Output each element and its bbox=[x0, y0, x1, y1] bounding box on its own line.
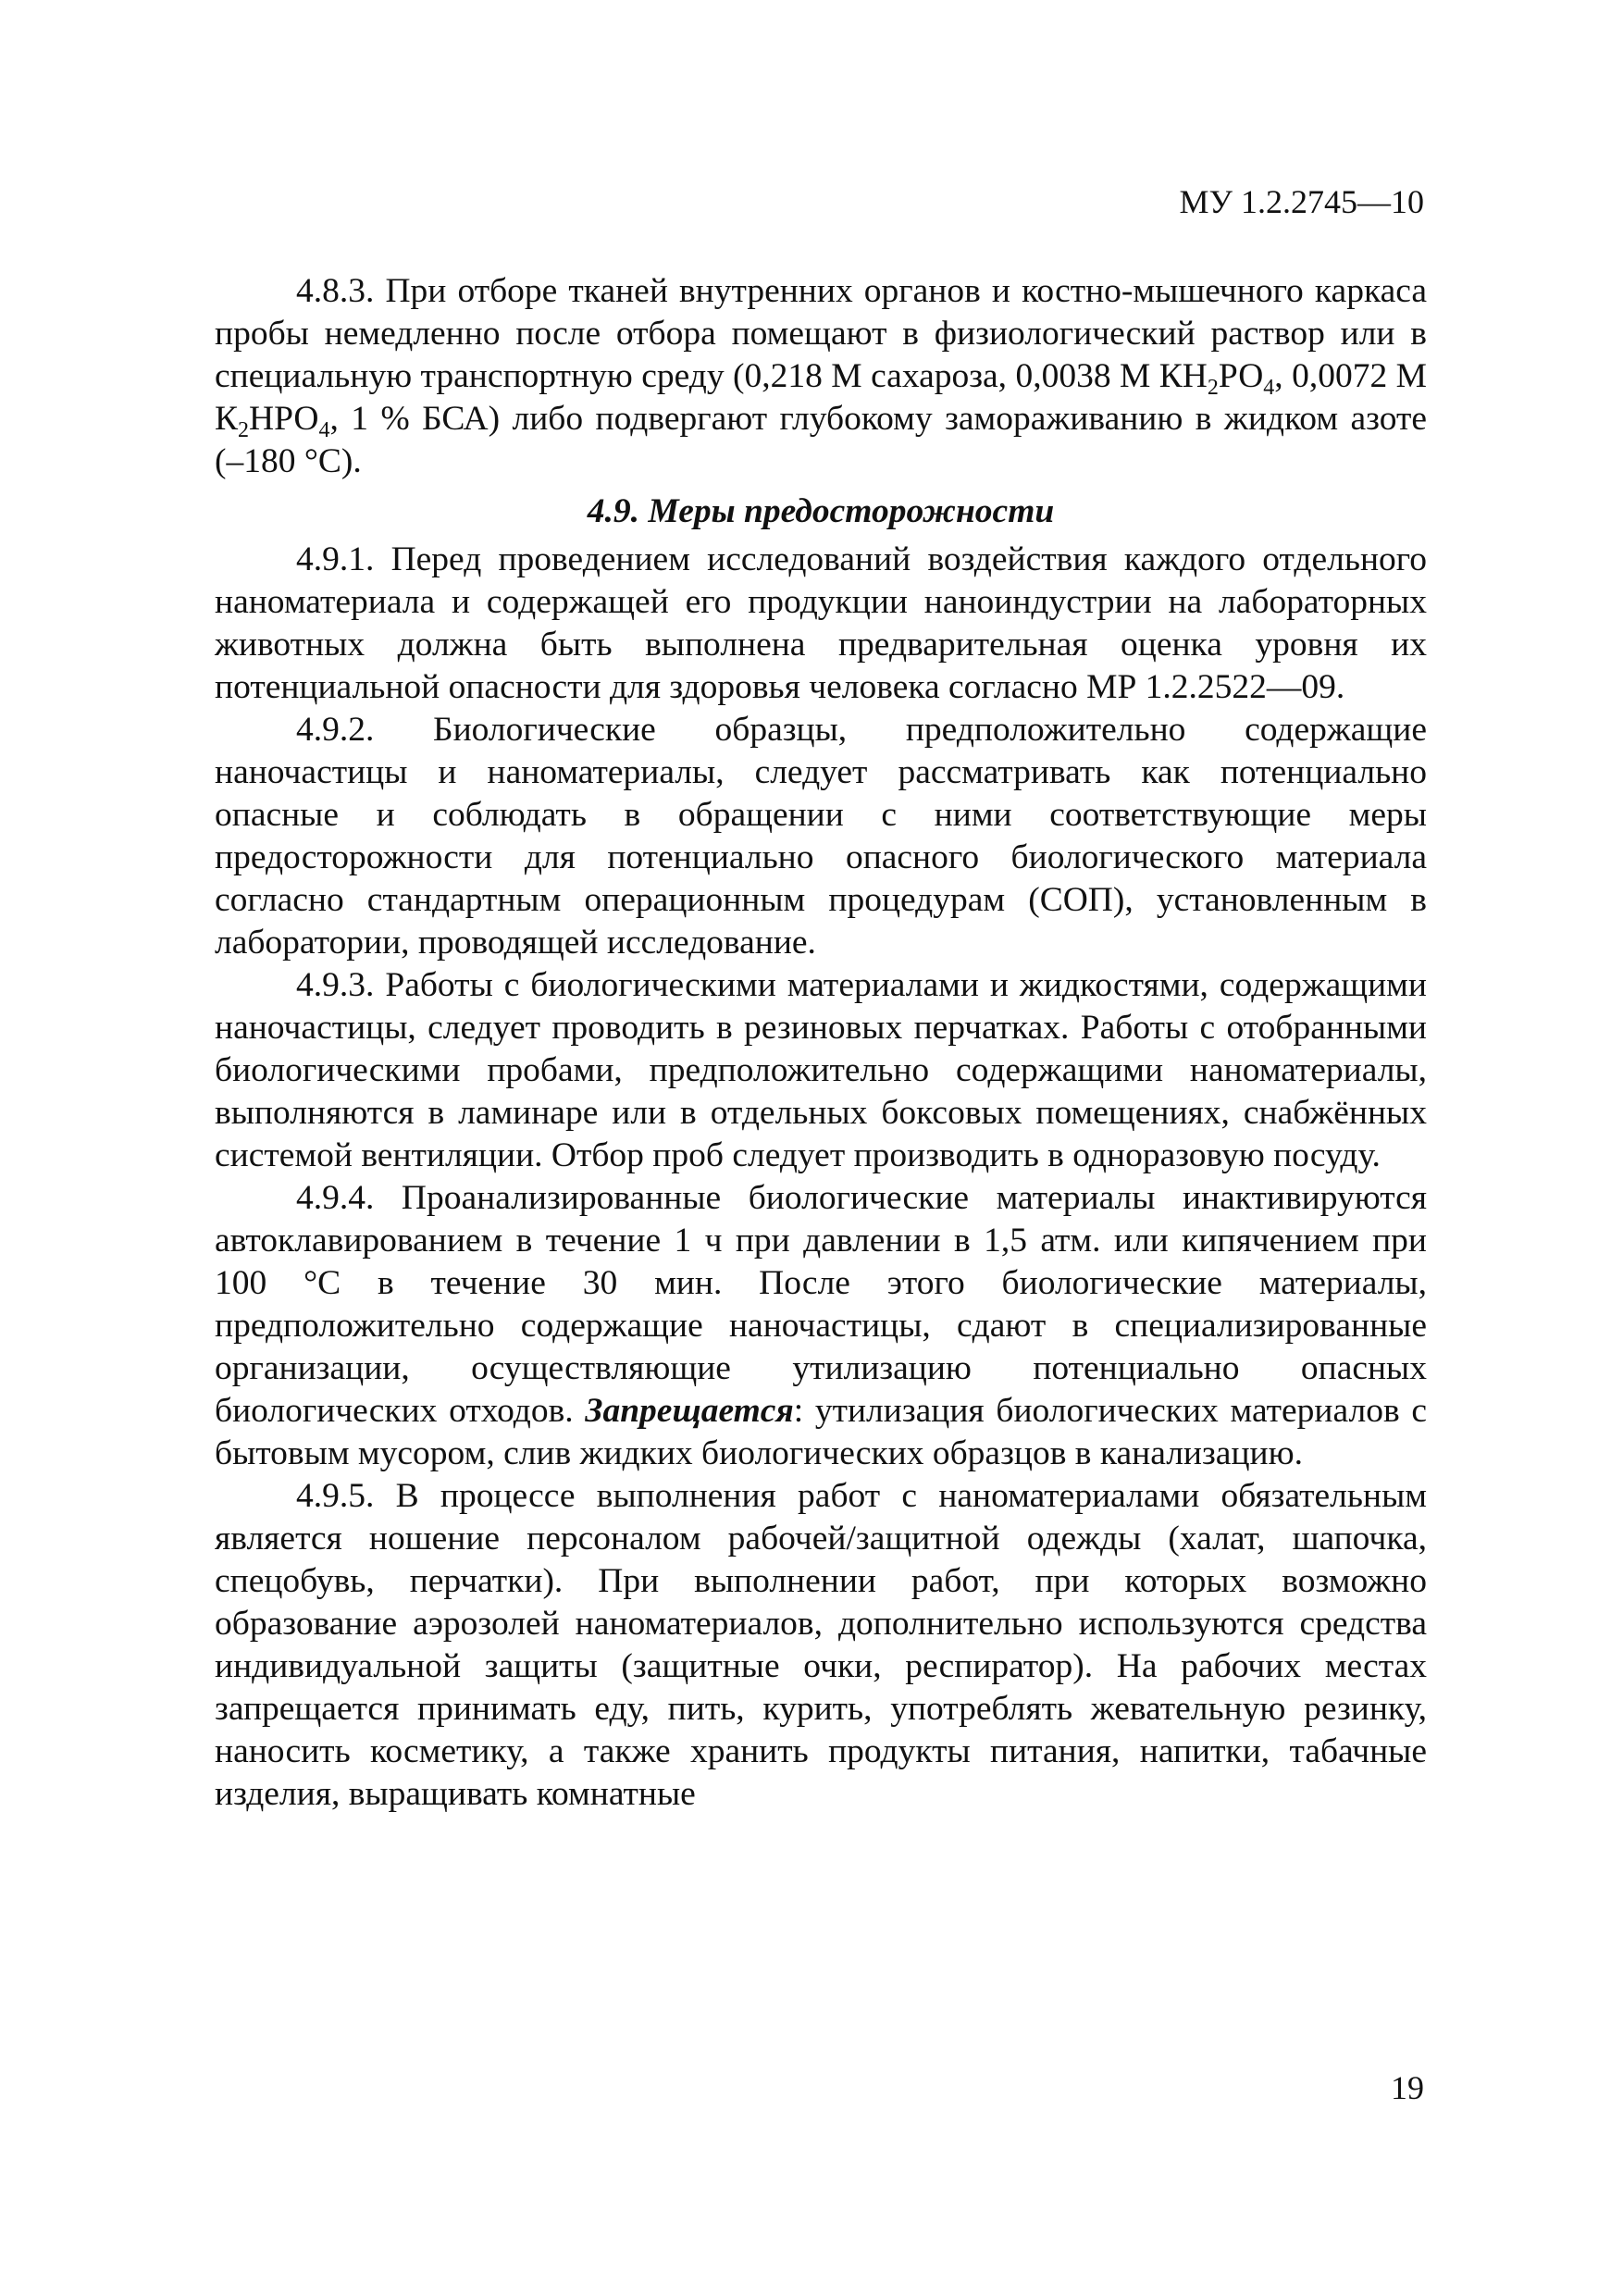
paragraph-4-9-1: 4.9.1. Перед проведением исследований воздействия каждого отдельного наноматериала и содержащей его продукции наноиндустрии на лабораторных животных должна быть выполнена предварительная оценка уровня их потенциальной опасности для здоровья человека согласно МР 1.2.2522—09. bbox=[215, 540, 1427, 706]
subscript-2: 2 bbox=[1207, 376, 1219, 400]
paragraph-4-9-5: 4.9.5. В процессе выполнения работ с наноматериалами обязательным является ношение персоналом рабочей/защитной одежды (халат, шапочка, спецобувь, перчатки). При выполнении работ, при которых возможно образование аэрозолей наноматериалов, дополнительно используются средства индивидуальной защиты (защитные очки, респиратор). На рабочих местах запрещается принимать еду, пить, курить, употреблять жевательную резинку, наносить косметику, а также хранить продукты питания, напитки, табачные изделия, выращивать комнатные bbox=[215, 1477, 1427, 1813]
emphasis-prohibited: Запрещается bbox=[585, 1392, 794, 1430]
paragraph-4-8-3-text-1: 4.8.3. При отборе тканей внутренних органов и костно-мышечного каркаса пробы немедленно после отбора помещают в физиологический раствор или в специальную транспортную среду (0,218 М сахароза, 0,0038 М КН bbox=[215, 272, 1427, 395]
paragraph-4-8-3-text-3: , 0,0072 М К bbox=[215, 357, 1427, 438]
paragraph-4-9-4-text-before: 4.9.4. Проанализированные биологические материалы инактивируются автоклавированием в течение 1 ч при давлении в 1,5 атм. или кипячением при 100 °С в течение 30 мин. После этого биологические материалы, предположительно содержащие наночастицы, сдают в специализированные организации, осуществляющие утилизацию потенциально опасных биологических отходов. bbox=[215, 1179, 1427, 1430]
subscript-2: 2 bbox=[238, 418, 250, 442]
paragraph-4-8-3-text-2: РО bbox=[1218, 357, 1264, 395]
page-number: 19 bbox=[1391, 2069, 1424, 2106]
document-body bbox=[215, 270, 1427, 1816]
subscript-4: 4 bbox=[318, 418, 330, 442]
paragraph-4-9-4 bbox=[215, 1177, 1427, 1475]
subscript-4: 4 bbox=[1263, 376, 1275, 400]
document-code-header: МУ 1.2.2745—10 bbox=[1179, 183, 1424, 220]
paragraph-4-8-3-text-5: , 1 % БСА) либо подвергают глубокому замораживанию в жидком азоте (–180 °С). bbox=[215, 400, 1427, 480]
paragraph-4-9-4-text-after: : утилизация биологических материалов с бытовым мусором, слив жидких биологических образцов в канализацию. bbox=[215, 1392, 1427, 1472]
paragraph-4-9-3: 4.9.3. Работы с биологическими материалами и жидкостями, содержащими наночастицы, следует проводить в резиновых перчатках. Работы с отобранными биологическими пробами, предположительно содержащими наноматериалы, выполняются в ламинаре или в отдельных боксовых помещениях, снабжённых системой вентиляции. Отбор проб следует производить в одноразовую посуду. bbox=[215, 966, 1427, 1174]
paragraph-4-9-2: 4.9.2. Биологические образцы, предположительно содержащие наночастицы и наноматериалы, следует рассматривать как потенциально опасные и соблюдать в обращении с ними соответствующие меры предосторожности для потенциально опасного биологического материала согласно стандартным операционным процедурам (СОП), установленным в лаборатории, проводящей исследование. bbox=[215, 711, 1427, 962]
paragraph-4-8-3-text-4: НРО bbox=[249, 400, 319, 438]
paragraph-4-8-3 bbox=[215, 270, 1427, 483]
section-title-4-9: 4.9. Меры предосторожности bbox=[587, 492, 1055, 530]
